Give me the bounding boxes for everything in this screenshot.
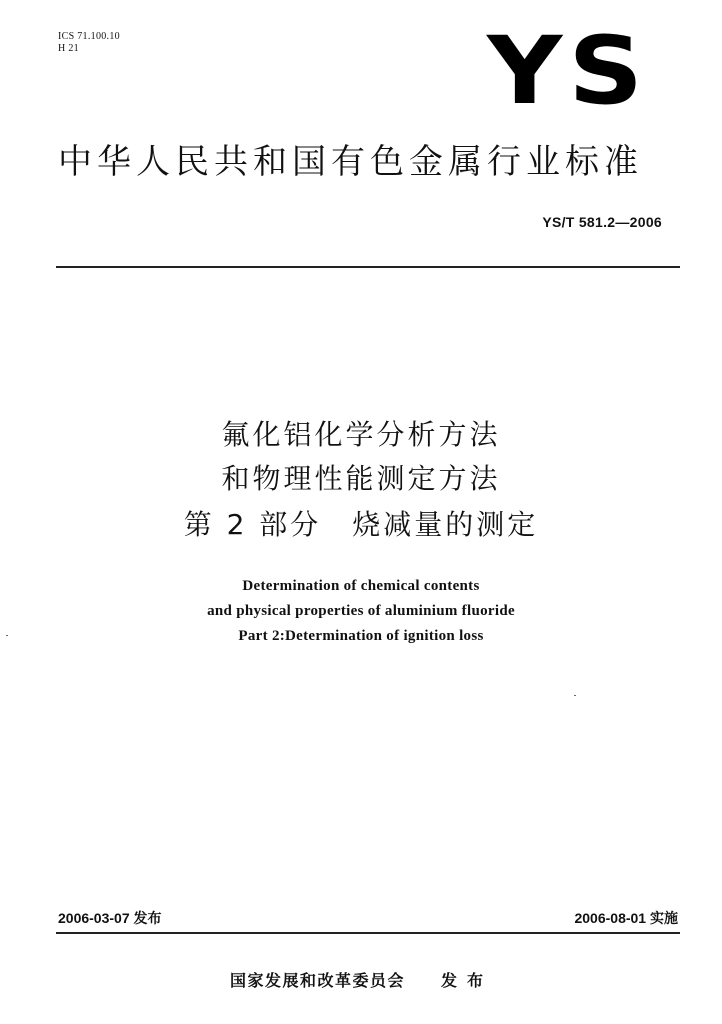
title-en-line2: and physical properties of aluminium fluoride [207, 603, 515, 619]
ics-code: ICS 71.100.10 [58, 31, 120, 42]
effective-date: 2006-08-01 实施 [574, 910, 678, 926]
issuer-action: 发布 [441, 971, 494, 990]
title-cn-line1: 氟化铝化学分析方法 [221, 418, 501, 451]
title-cn-line2: 和物理性能测定方法 [221, 462, 501, 495]
title-cn-line3: 第 2 部分 烧减量的测定 [183, 508, 539, 541]
header-divider [56, 266, 680, 268]
standard-number: YS/T 581.2—2006 [542, 214, 662, 230]
issuer-name: 国家发展和改革委员会 [230, 971, 406, 990]
standard-category-title: 中华人民共和国有色金属行业标准 [58, 142, 643, 182]
ys-logo: YS [487, 15, 650, 126]
scan-speck [574, 695, 576, 696]
issuer-line [230, 968, 493, 991]
footer-divider [56, 932, 680, 934]
issue-date: 2006-03-07 发布 [58, 910, 162, 926]
scan-speck [6, 635, 8, 636]
title-en-line1: Determination of chemical contents [242, 578, 480, 594]
title-en-line3: Part 2:Determination of ignition loss [238, 628, 484, 644]
ccs-code: H 21 [58, 43, 79, 54]
